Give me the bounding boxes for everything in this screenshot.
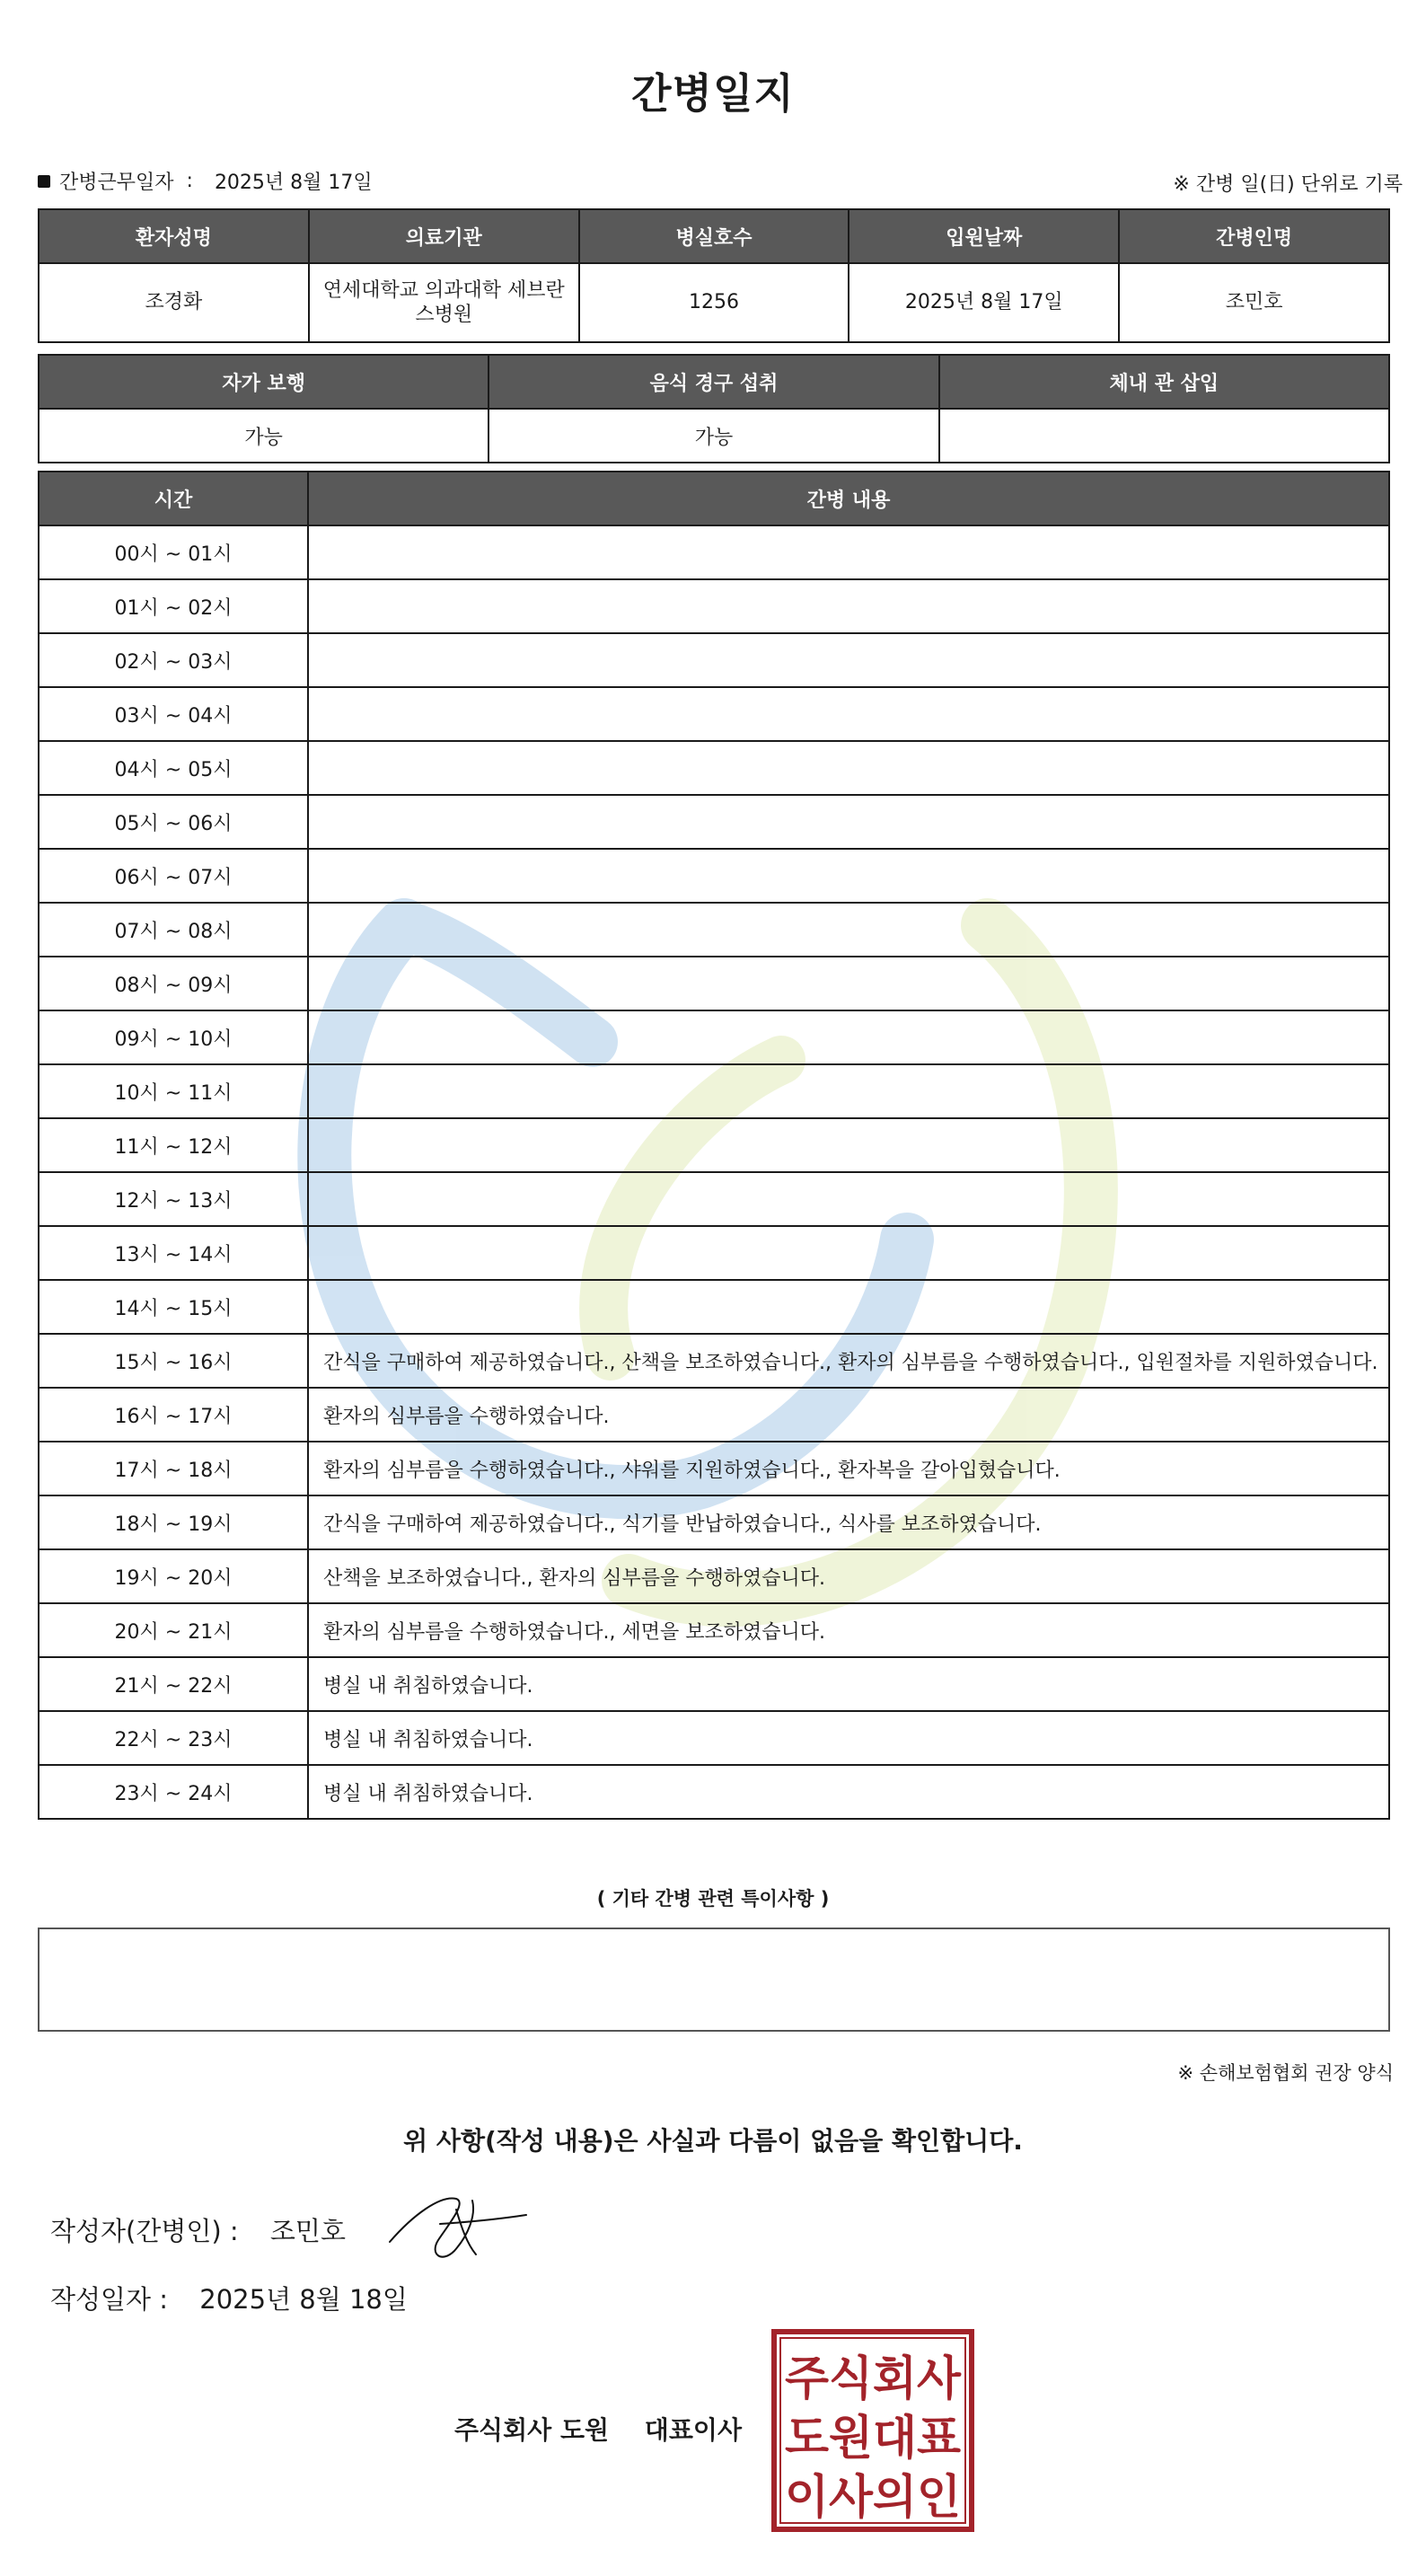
header-self-walking: 자가 보행 xyxy=(39,355,489,409)
patient-status-table xyxy=(38,354,1390,463)
header-admission-date: 입원날짜 xyxy=(849,209,1119,263)
notes-box xyxy=(38,1928,1390,2032)
time-slot: 04시 ~ 05시 xyxy=(39,741,308,795)
writer-name: 조민호 xyxy=(269,2216,346,2246)
header-room-number: 병실호수 xyxy=(579,209,849,263)
confirmation-statement: 위 사항(작성 내용)은 사실과 다름이 없음을 확인합니다. xyxy=(403,2126,1023,2156)
care-content: 병실 내 취침하였습니다. xyxy=(308,1657,1389,1711)
care-content: 간식을 구매하여 제공하였습니다., 식기를 반납하였습니다., 식사를 보조하였습니다. xyxy=(308,1495,1389,1549)
table-row xyxy=(39,1603,1389,1657)
time-slot: 09시 ~ 10시 xyxy=(39,1010,308,1064)
care-content xyxy=(308,849,1389,903)
header-caregiver-name: 간병인명 xyxy=(1119,209,1389,263)
signature-image xyxy=(386,2188,530,2269)
table-row xyxy=(39,903,1389,957)
table-row xyxy=(39,1711,1389,1765)
care-content: 병실 내 취침하였습니다. xyxy=(308,1711,1389,1765)
care-content xyxy=(308,741,1389,795)
care-content xyxy=(308,1226,1389,1280)
room-number: 1256 xyxy=(579,263,849,342)
standard-form-note: ※ 손해보험협회 권장 양식 xyxy=(1177,2062,1394,2084)
time-slot: 03시 ~ 04시 xyxy=(39,687,308,741)
time-slot: 12시 ~ 13시 xyxy=(39,1172,308,1226)
table-row xyxy=(39,1388,1389,1442)
time-slot: 08시 ~ 09시 xyxy=(39,957,308,1010)
table-row xyxy=(39,409,1389,463)
table-row xyxy=(39,849,1389,903)
table-row xyxy=(39,957,1389,1010)
svg-text:도원대표: 도원대표 xyxy=(785,2412,961,2466)
work-date xyxy=(38,167,373,195)
time-slot: 17시 ~ 18시 xyxy=(39,1442,308,1495)
care-content xyxy=(308,1010,1389,1064)
header-patient-name: 환자성명 xyxy=(39,209,309,263)
care-log-table xyxy=(38,471,1390,1820)
table-row xyxy=(39,263,1389,342)
care-content: 간식을 구매하여 제공하였습니다., 산책을 보조하였습니다., 환자의 심부름을 수행하였습니다., 입원절차를 지원하였습니다. xyxy=(308,1334,1389,1388)
care-content xyxy=(308,579,1389,633)
time-slot: 20시 ~ 21시 xyxy=(39,1603,308,1657)
time-slot: 01시 ~ 02시 xyxy=(39,579,308,633)
oral-intake-value: 가능 xyxy=(489,409,938,463)
care-content xyxy=(308,957,1389,1010)
care-content: 환자의 심부름을 수행하였습니다., 샤워를 지원하였습니다., 환자복을 갈아입혔습니다. xyxy=(308,1442,1389,1495)
square-bullet-icon xyxy=(38,175,50,188)
care-content xyxy=(308,1064,1389,1118)
table-row xyxy=(39,525,1389,579)
work-date-value: 2025년 8월 17일 xyxy=(214,172,373,194)
header-oral-intake: 음식 경구 섭취 xyxy=(489,355,938,409)
company-seal-stamp xyxy=(770,2328,975,2533)
svg-text:주식회사: 주식회사 xyxy=(785,2352,962,2406)
time-slot: 21시 ~ 22시 xyxy=(39,1657,308,1711)
care-content xyxy=(308,633,1389,687)
care-content: 산책을 보조하였습니다., 환자의 심부름을 수행하였습니다. xyxy=(308,1549,1389,1603)
work-date-colon: : xyxy=(186,170,193,192)
care-content: 환자의 심부름을 수행하였습니다. xyxy=(308,1388,1389,1442)
company-name: 주식회사 도원 xyxy=(454,2415,610,2445)
time-slot: 07시 ~ 08시 xyxy=(39,903,308,957)
care-content xyxy=(308,1118,1389,1172)
time-slot: 23시 ~ 24시 xyxy=(39,1765,308,1819)
time-slot: 18시 ~ 19시 xyxy=(39,1495,308,1549)
table-header-row xyxy=(39,355,1389,409)
time-slot: 00시 ~ 01시 xyxy=(39,525,308,579)
table-header-row xyxy=(39,209,1389,263)
table-row xyxy=(39,579,1389,633)
table-row xyxy=(39,1226,1389,1280)
table-row xyxy=(39,1442,1389,1495)
time-slot: 13시 ~ 14시 xyxy=(39,1226,308,1280)
notes-title: ( 기타 간병 관련 특이사항 ) xyxy=(596,1888,830,1910)
page-title: 간병일지 xyxy=(631,69,795,118)
time-slot: 11시 ~ 12시 xyxy=(39,1118,308,1172)
time-slot: 02시 ~ 03시 xyxy=(39,633,308,687)
table-row xyxy=(39,741,1389,795)
work-date-label: 간병근무일자 xyxy=(59,172,174,194)
care-content: 병실 내 취침하였습니다. xyxy=(308,1765,1389,1819)
writer-line xyxy=(50,2211,369,2248)
time-slot: 22시 ~ 23시 xyxy=(39,1711,308,1765)
header-care-content: 간병 내용 xyxy=(308,472,1389,525)
record-note: ※ 간병 일(日) 단위로 기록 xyxy=(1173,173,1403,196)
table-row xyxy=(39,1495,1389,1549)
table-row xyxy=(39,1172,1389,1226)
ceo-label: 대표이사 xyxy=(644,2415,742,2445)
patient-info-table xyxy=(38,208,1390,343)
time-slot: 16시 ~ 17시 xyxy=(39,1388,308,1442)
time-slot: 10시 ~ 11시 xyxy=(39,1064,308,1118)
table-row xyxy=(39,1657,1389,1711)
company-signature-line xyxy=(454,2411,742,2447)
write-date-line xyxy=(50,2280,431,2316)
table-row xyxy=(39,1765,1389,1819)
patient-name: 조경화 xyxy=(39,263,309,342)
table-row xyxy=(39,1064,1389,1118)
care-content xyxy=(308,903,1389,957)
time-slot: 06시 ~ 07시 xyxy=(39,849,308,903)
care-content: 환자의 심부름을 수행하였습니다., 세면을 보조하였습니다. xyxy=(308,1603,1389,1657)
write-date-value: 2025년 8월 18일 xyxy=(199,2284,408,2315)
header-tube-insertion: 체내 관 삽입 xyxy=(939,355,1389,409)
table-header-row xyxy=(39,472,1389,525)
svg-text:이사의인: 이사의인 xyxy=(785,2471,961,2525)
table-row xyxy=(39,633,1389,687)
header-hospital: 의료기관 xyxy=(309,209,579,263)
care-log-body xyxy=(39,525,1389,1819)
table-row xyxy=(39,1010,1389,1064)
care-content xyxy=(308,687,1389,741)
table-row xyxy=(39,1334,1389,1388)
admission-date: 2025년 8월 17일 xyxy=(849,263,1119,342)
table-row xyxy=(39,1549,1389,1603)
time-slot: 15시 ~ 16시 xyxy=(39,1334,308,1388)
table-row xyxy=(39,687,1389,741)
write-date-label: 작성일자 : xyxy=(50,2284,169,2315)
care-content xyxy=(308,1280,1389,1334)
care-content xyxy=(308,795,1389,849)
care-content xyxy=(308,1172,1389,1226)
hospital-name: 연세대학교 의과대학 세브란스병원 xyxy=(309,263,579,342)
time-slot: 05시 ~ 06시 xyxy=(39,795,308,849)
caregiver-name: 조민호 xyxy=(1119,263,1389,342)
time-slot: 14시 ~ 15시 xyxy=(39,1280,308,1334)
header-time: 시간 xyxy=(39,472,308,525)
writer-label: 작성자(간병인) : xyxy=(50,2216,239,2246)
tube-insertion-value xyxy=(939,409,1389,463)
time-slot: 19시 ~ 20시 xyxy=(39,1549,308,1603)
care-content xyxy=(308,525,1389,579)
self-walking-value: 가능 xyxy=(39,409,489,463)
table-row xyxy=(39,795,1389,849)
table-row xyxy=(39,1280,1389,1334)
table-row xyxy=(39,1118,1389,1172)
